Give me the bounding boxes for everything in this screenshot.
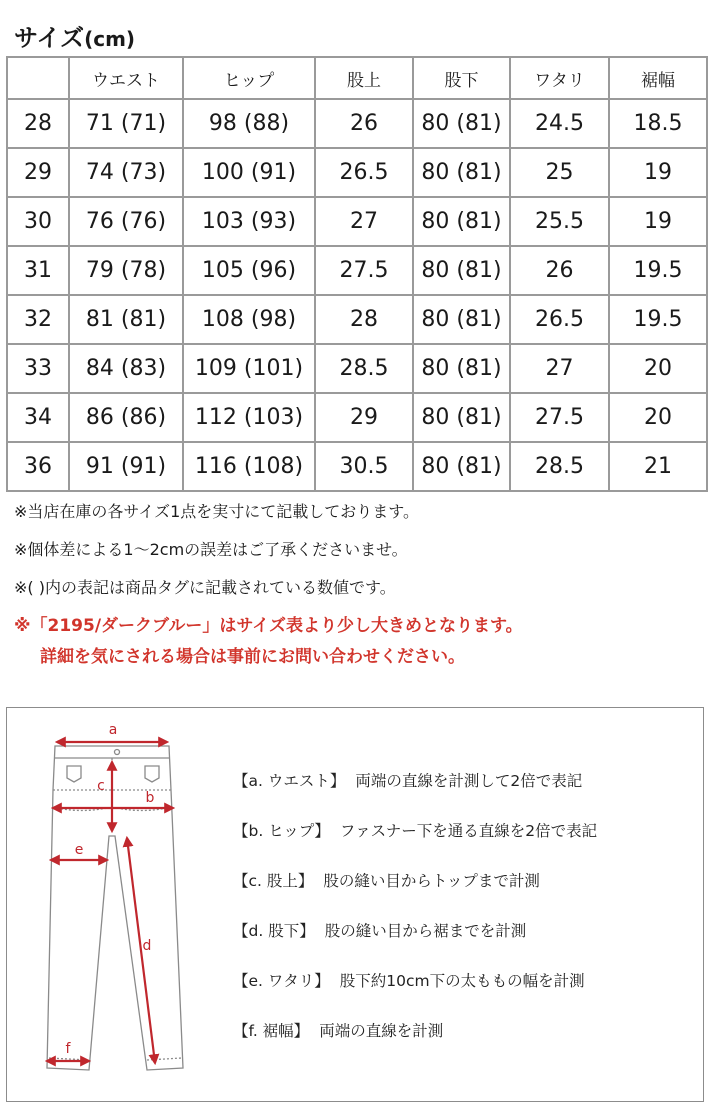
header-inseam: 股下 [413, 57, 510, 99]
cell-rise: 26 [315, 99, 413, 148]
note-stock: ※当店在庫の各サイズ1点を実寸にて記載しております。 [14, 502, 420, 521]
cell-rise: 27 [315, 197, 413, 246]
legend-desc: ファスナー下を通る直線を2倍で表記 [339, 822, 598, 840]
legend-item-hem [233, 1013, 703, 1063]
label-f: f [65, 1041, 71, 1057]
table-header-row [7, 57, 707, 99]
notes [14, 497, 704, 673]
cell-inseam: 80 (81) [413, 148, 510, 197]
legend-desc: 股の縫い目からトップまで計測 [323, 872, 540, 890]
cell-waist: 81 (81) [69, 295, 183, 344]
cell-waist: 84 (83) [69, 344, 183, 393]
cell-inseam: 80 (81) [413, 295, 510, 344]
jeans-illustration [37, 718, 187, 1088]
header-rise: 股上 [315, 57, 413, 99]
legend-desc: 股下約10cm下の太ももの幅を計測 [339, 972, 585, 990]
note-tag-values: ※( )内の表記は商品タグに記載されている数値です。 [14, 578, 396, 597]
cell-hem: 20 [609, 393, 707, 442]
legend-key: 【b. ヒップ】 [233, 822, 330, 840]
cell-waist: 76 (76) [69, 197, 183, 246]
cell-rise: 27.5 [315, 246, 413, 295]
cell-waist: 86 (86) [69, 393, 183, 442]
title-main: サイズ [14, 24, 85, 52]
table-row [7, 148, 707, 197]
cell-waist: 91 (91) [69, 442, 183, 491]
cell-size: 36 [7, 442, 69, 491]
cell-hip: 100 (91) [183, 148, 315, 197]
cell-rise: 26.5 [315, 148, 413, 197]
legend-key: 【f. 裾幅】 [233, 1022, 310, 1040]
cell-thigh: 27.5 [510, 393, 609, 442]
cell-inseam: 80 (81) [413, 344, 510, 393]
header-hem: 裾幅 [609, 57, 707, 99]
label-b: b [145, 790, 155, 806]
header-waist: ウエスト [69, 57, 183, 99]
legend-item-thigh [233, 963, 703, 1013]
cell-hip: 103 (93) [183, 197, 315, 246]
table-row [7, 246, 707, 295]
cell-hip: 116 (108) [183, 442, 315, 491]
measurement-legend [233, 763, 703, 1063]
cell-hem: 19.5 [609, 246, 707, 295]
cell-hip: 112 (103) [183, 393, 315, 442]
cell-inseam: 80 (81) [413, 442, 510, 491]
cell-inseam: 80 (81) [413, 99, 510, 148]
header-thigh: ワタリ [510, 57, 609, 99]
legend-desc: 両端の直線を計測して2倍で表記 [355, 772, 583, 790]
cell-size: 28 [7, 99, 69, 148]
legend-item-hip [233, 813, 703, 863]
label-d: d [142, 938, 152, 954]
cell-hem: 20 [609, 344, 707, 393]
cell-inseam: 80 (81) [413, 246, 510, 295]
label-a: a [108, 722, 118, 738]
cell-hip: 109 (101) [183, 344, 315, 393]
jeans-outline-icon [47, 746, 183, 1070]
label-c: c [97, 778, 105, 794]
cell-hem: 19 [609, 197, 707, 246]
table-row [7, 99, 707, 148]
cell-thigh: 28.5 [510, 442, 609, 491]
warning-size: ※「2195/ダークブルー」はサイズ表より少し大きめとなります。 [14, 616, 523, 636]
cell-inseam: 80 (81) [413, 197, 510, 246]
cell-hip: 98 (88) [183, 99, 315, 148]
legend-desc: 股の縫い目から裾までを計測 [324, 922, 527, 940]
header-size [7, 57, 69, 99]
cell-waist: 79 (78) [69, 246, 183, 295]
note-tolerance: ※個体差による1〜2cmの誤差はご了承くださいませ。 [14, 540, 408, 559]
cell-size: 34 [7, 393, 69, 442]
cell-hip: 108 (98) [183, 295, 315, 344]
cell-rise: 28 [315, 295, 413, 344]
cell-thigh: 25.5 [510, 197, 609, 246]
title-unit: (cm) [84, 27, 136, 51]
cell-waist: 71 (71) [69, 99, 183, 148]
cell-thigh: 26.5 [510, 295, 609, 344]
legend-key: 【e. ワタリ】 [233, 972, 330, 990]
legend-item-rise [233, 863, 703, 913]
size-table [6, 56, 708, 492]
legend-item-waist [233, 763, 703, 813]
cell-inseam: 80 (81) [413, 393, 510, 442]
cell-thigh: 27 [510, 344, 609, 393]
cell-size: 33 [7, 344, 69, 393]
table-row [7, 344, 707, 393]
legend-item-inseam [233, 913, 703, 963]
header-hip: ヒップ [183, 57, 315, 99]
cell-thigh: 26 [510, 246, 609, 295]
cell-hem: 18.5 [609, 99, 707, 148]
cell-size: 30 [7, 197, 69, 246]
cell-rise: 30.5 [315, 442, 413, 491]
table-row [7, 197, 707, 246]
legend-desc: 両端の直線を計測 [319, 1022, 444, 1040]
cell-rise: 28.5 [315, 344, 413, 393]
cell-thigh: 24.5 [510, 99, 609, 148]
page-title [14, 18, 135, 52]
legend-key: 【d. 股下】 [233, 922, 315, 940]
warning-contact: 詳細を気にされる場合は事前にお問い合わせください。 [40, 647, 465, 667]
table-row [7, 393, 707, 442]
label-e: e [74, 842, 84, 858]
table-row [7, 442, 707, 491]
cell-rise: 29 [315, 393, 413, 442]
cell-size: 29 [7, 148, 69, 197]
cell-size: 31 [7, 246, 69, 295]
cell-hem: 19.5 [609, 295, 707, 344]
legend-key: 【a. ウエスト】 [233, 772, 346, 790]
cell-hip: 105 (96) [183, 246, 315, 295]
table-row [7, 295, 707, 344]
cell-hem: 19 [609, 148, 707, 197]
cell-hem: 21 [609, 442, 707, 491]
legend-key: 【c. 股上】 [233, 872, 314, 890]
cell-waist: 74 (73) [69, 148, 183, 197]
cell-size: 32 [7, 295, 69, 344]
cell-thigh: 25 [510, 148, 609, 197]
